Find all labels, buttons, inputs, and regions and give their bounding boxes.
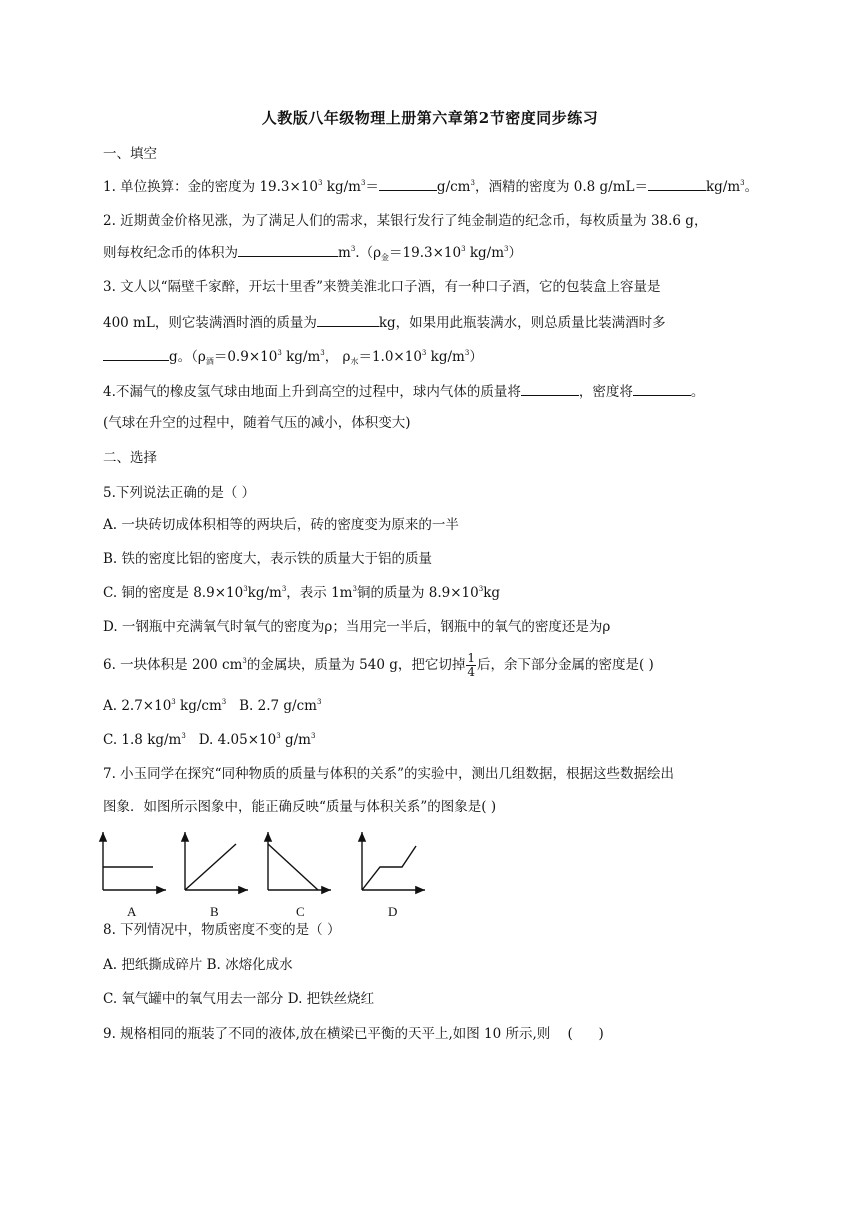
- answer-blank[interactable]: [317, 313, 379, 327]
- question-8-options-ab[interactable]: A. 把纸撕成碎片 B. 冰熔化成水: [103, 957, 293, 973]
- graph-label-b: B: [210, 904, 219, 919]
- question-4-line-2: (气球在升空的过程中，随着气压的减小，体积变大): [103, 415, 411, 431]
- graph-c[interactable]: [268, 832, 331, 890]
- answer-blank[interactable]: [521, 382, 579, 396]
- graph-b[interactable]: [185, 832, 248, 890]
- question-6-options-cd[interactable]: C. 1.8 $kg/m^3$ D. $4.05\times 10^3$ $g/m^3$: [103, 732, 316, 748]
- graph-d[interactable]: [362, 832, 425, 890]
- question-2-line-1: 2. 近期黄金价格见涨，为了满足人们的需求，某银行发行了纯金制造的纪念币，每枚质量为 38.6 g，: [103, 213, 708, 229]
- question-8-options-cd[interactable]: C. 氧气罐中的氧气用去一部分 D. 把铁丝烧红: [103, 991, 375, 1007]
- question-5-stem: 5.下列说法正确的是（ ）: [103, 485, 256, 501]
- answer-blank[interactable]: [103, 347, 169, 361]
- answer-blank[interactable]: [633, 382, 691, 396]
- question-5-option-b[interactable]: B. 铁的密度比铝的密度大，表示铁的质量大于铝的质量: [103, 551, 433, 567]
- graph-a[interactable]: [103, 832, 166, 890]
- question-5-option-a[interactable]: A. 一块砖切成体积相等的两块后，砖的密度变为原来的一半: [103, 517, 459, 533]
- question-6-stem: 6. 一块体积是 200 $cm^3$的金属块，质量为 540 g，把它切掉 $\frac{1}{4}$ 后，余下部分金属的密度是( ): [103, 651, 654, 679]
- fraction-one-quarter: $\frac{1}{4}$: [467, 651, 475, 679]
- mass-volume-graphs: [98, 822, 438, 922]
- question-7-line-1: 7. 小玉同学在探究“同种物质的质量与体积的关系”的实验中，测出几组数据，根据这些数据绘出: [103, 766, 674, 782]
- question-3-line-1: 3. 文人以“隔壁千家醉，开坛十里香”来赞美淮北口子酒，有一种口子酒，它的包装盒上容量是: [103, 279, 661, 295]
- question-2-line-2: 则每枚纪念币的体积为 $m^3.(\rho_金=19.3\times 10^3$ $kg/m^3$）: [103, 245, 522, 262]
- section-choice-heading: 二、选择: [103, 450, 157, 466]
- question-9-stem: 9. 规格相同的瓶装了不同的液体,放在横梁已平衡的天平上,如图 10 所示,则 ( ): [103, 1026, 604, 1042]
- question-8-stem: 8. 下列情况中，物质密度不变的是（ ）: [103, 922, 341, 938]
- question-7-line-2: 图象．如图所示图象中，能正确反映“质量与体积关系”的图象是( ): [103, 799, 497, 815]
- graph-label-d: D: [388, 904, 398, 919]
- question-5-option-d[interactable]: D. 一钢瓶中充满氧气时氧气的密度为ρ；当用完一半后，钢瓶中的氧气的密度还是为ρ: [103, 619, 611, 635]
- answer-blank[interactable]: [648, 177, 706, 191]
- page-title: 人教版八年级物理上册第六章第2节密度同步练习: [261, 109, 599, 127]
- question-4-line-1: 4.不漏气的橡皮氢气球由地面上升到高空的过程中，球内气体的质量将 ，密度将 。: [103, 384, 705, 400]
- graph-label-c: C: [296, 904, 305, 919]
- question-3-line-3: g。（$\rho_酒=0.9\times 10^3$ $kg/m^3$， $\rho_水=1.0\times 10^3$ $kg/m^3$）: [103, 347, 483, 366]
- question-1: 1. 单位换算：金的密度为 $19.3\times 10^3$ $kg/m^3= g/cm^3$，酒精的密度为 0.8 $g/mL= kg/m^3$。: [103, 179, 759, 195]
- answer-blank[interactable]: [238, 243, 338, 257]
- answer-blank[interactable]: [379, 177, 437, 191]
- section-fill-in-heading: 一、填空: [103, 146, 157, 162]
- question-3-line-2: 400 mL，则它装满酒时酒的质量为 kg，如果用此瓶装满水，则总质量比装满酒时多: [103, 315, 666, 331]
- graph-label-a: A: [127, 904, 137, 919]
- question-5-option-c[interactable]: C. 铜的密度是 $8.9\times 10^3kg/m^3$，表示 $1m^3$铜的质量为 $8.9\times 10^3kg$: [103, 585, 501, 601]
- question-6-options-ab[interactable]: A. $2.7\times 10^3$ $kg/cm^3$ B. 2.7 $g/cm^3$: [103, 698, 322, 714]
